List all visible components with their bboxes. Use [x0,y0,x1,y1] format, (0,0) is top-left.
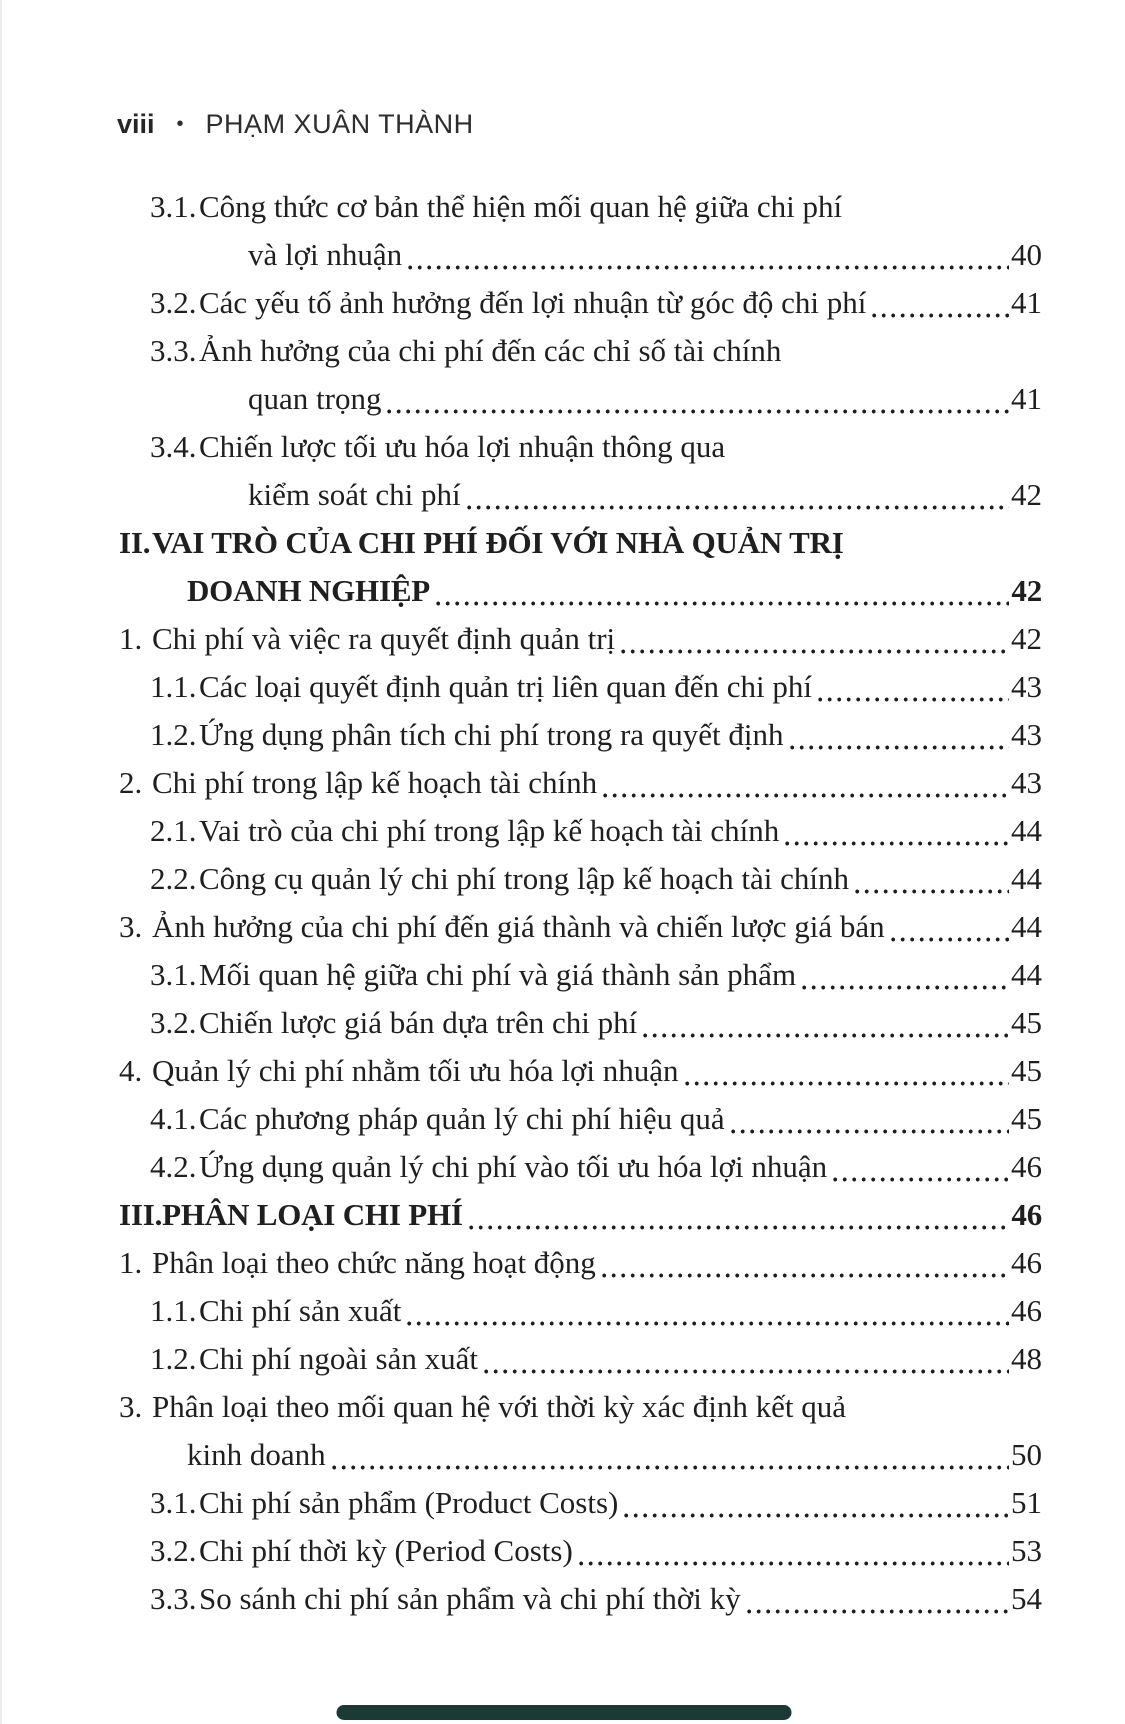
toc-page-number: 40 [1011,237,1042,272]
toc-entry-number: 2.2. [150,861,197,896]
running-head [117,106,474,142]
dotted-leader [579,1561,1009,1566]
dotted-leader [603,793,1009,798]
toc-page-number: 46 [1011,1293,1042,1328]
toc-row[interactable] [150,855,1042,903]
dotted-leader [407,1321,1009,1326]
toc-page-number: 42 [1011,573,1042,608]
toc-entry-number: 3.2. [150,285,197,320]
dotted-leader [731,1129,1009,1134]
toc-row[interactable] [119,615,1042,663]
toc-entry-title: Chiến lược giá bán dựa trên chi phí [199,1005,638,1040]
toc-page-number: 50 [1011,1437,1042,1472]
toc-row[interactable] [119,1383,1042,1431]
home-indicator[interactable] [336,1705,791,1720]
dotted-leader [332,1465,1009,1470]
toc-entry-title: VAI TRÒ CỦA CHI PHÍ ĐỐI VỚI NHÀ QUẢN TRỊ [152,525,844,560]
toc-entry-title: kiểm soát chi phí [248,477,461,512]
toc-entry-title: Chiến lược tối ưu hóa lợi nhuận thông qua [199,429,726,464]
toc-entry-title: Phân loại theo mối quan hệ với thời kỳ xác định kết quả [152,1389,846,1424]
toc-entry-number: 3.3. [150,333,197,368]
toc-row[interactable] [117,231,1042,279]
toc-entry-number: 3.4. [150,429,197,464]
toc-entry-title: Công thức cơ bản thể hiện mối quan hệ giữa chi phí [199,189,843,224]
toc-entry-title: Chi phí sản xuất [199,1293,402,1328]
toc-row[interactable] [119,903,1042,951]
toc-page-number: 41 [1011,285,1042,320]
toc-page-number: 44 [1011,861,1042,896]
toc-entry-number: 3.2. [150,1533,197,1568]
dotted-leader [387,409,1009,414]
toc-entry-number: 4.2. [150,1149,197,1184]
toc-entry-title: và lợi nhuận [248,237,403,272]
dotted-leader [891,937,1009,942]
toc-entry-title: Công cụ quản lý chi phí trong lập kế hoạch tài chính [199,861,849,896]
toc-entry-number: 4.1. [150,1101,197,1136]
toc-page-number: 51 [1011,1485,1042,1520]
toc-entry-number: 1.2. [150,1341,197,1376]
toc-entry-title: Chi phí và việc ra quyết định quản trị [152,621,616,656]
toc-row[interactable] [150,711,1042,759]
toc-row[interactable] [150,1095,1042,1143]
toc-entry-title: Vai trò của chi phí trong lập kế hoạch tài chính [199,813,780,848]
toc-row[interactable] [150,327,1042,375]
toc-entry-title: Ứng dụng quản lý chi phí vào tối ưu hóa lợi nhuận [199,1149,828,1184]
page-folio: viii [117,109,155,139]
toc-entry-title: Ứng dụng phân tích chi phí trong ra quyết định [199,717,784,752]
toc-entry-title: Các yếu tố ảnh hưởng đến lợi nhuận từ góc độ chi phí [199,285,867,320]
bullet-separator-icon: • [176,113,184,135]
toc-entry-number: 3.3. [150,1581,197,1616]
toc-page-number: 44 [1011,957,1042,992]
toc-row[interactable] [150,999,1042,1047]
toc-entry-title: quan trọng [248,381,382,416]
toc-entry-title: kinh doanh [187,1437,326,1472]
toc-page-number: 45 [1011,1101,1042,1136]
dotted-leader [436,601,1009,606]
dotted-leader [408,265,1009,270]
toc-row[interactable] [119,1047,1042,1095]
toc-page-number: 43 [1011,765,1042,800]
toc-entry-title: PHÂN LOẠI CHI PHÍ [162,1197,463,1232]
toc-page-number: 41 [1011,381,1042,416]
toc-row[interactable] [119,1191,1042,1239]
dotted-leader [624,1513,1009,1518]
toc-page-number: 54 [1011,1581,1042,1616]
toc-entry-title: Phân loại theo chức năng hoạt động [152,1245,596,1280]
toc-entry-number: 3.2. [150,1005,197,1040]
toc-entry-number: 1.1. [150,669,197,704]
toc-entry-title: Chi phí ngoài sản xuất [199,1341,478,1376]
toc-entry-number: 1.2. [150,717,197,752]
toc-entry-title: DOANH NGHIỆP [187,573,431,608]
toc-page-number: 44 [1011,813,1042,848]
toc-row[interactable] [117,375,1042,423]
toc-row[interactable] [150,183,1042,231]
table-of-contents [117,183,1042,1623]
toc-entry-title: Chi phí sản phẩm (Product Costs) [199,1485,619,1520]
toc-entry-number: 3.1. [150,957,197,992]
toc-page-number: 45 [1011,1005,1042,1040]
toc-row[interactable] [150,279,1042,327]
toc-row[interactable] [150,423,1042,471]
dotted-leader [621,649,1009,654]
toc-entry-number: II. [119,525,151,560]
toc-entry-number: 3. [119,909,143,944]
toc-entry-title: Các phương pháp quản lý chi phí hiệu quả [199,1101,725,1136]
dotted-leader [484,1369,1009,1374]
toc-entry-title: Quản lý chi phí nhằm tối ưu hóa lợi nhuận [152,1053,679,1088]
toc-row[interactable] [150,807,1042,855]
toc-page-number: 42 [1011,621,1042,656]
dotted-leader [467,505,1009,510]
dotted-leader [872,313,1009,318]
dotted-leader [785,841,1009,846]
toc-entry-title: Các loại quyết định quản trị liên quan đến chi phí [199,669,812,704]
toc-page-number: 46 [1011,1149,1042,1184]
toc-row[interactable] [150,663,1042,711]
toc-entry-title: So sánh chi phí sản phẩm và chi phí thời kỳ [199,1581,741,1616]
toc-row[interactable] [150,951,1042,999]
toc-entry-number: 3. [119,1389,143,1424]
toc-page-number: 48 [1011,1341,1042,1376]
toc-page-number: 44 [1011,909,1042,944]
dotted-leader [747,1609,1009,1614]
toc-entry-title: Ảnh hưởng của chi phí đến giá thành và chiến lược giá bán [152,909,885,944]
toc-entry-title: Chi phí thời kỳ (Period Costs) [199,1533,573,1568]
toc-page-number: 42 [1011,477,1042,512]
toc-entry-number: III. [119,1197,163,1232]
toc-row[interactable] [119,519,1042,567]
toc-page-number: 53 [1011,1533,1042,1568]
toc-page-number: 46 [1011,1245,1042,1280]
toc-entry-number: 3.1. [150,1485,197,1520]
toc-page-number: 45 [1011,1053,1042,1088]
toc-entry-title: Ảnh hưởng của chi phí đến các chỉ số tài chính [199,333,782,368]
dotted-leader [802,985,1009,990]
dotted-leader [855,889,1009,894]
dotted-leader [818,697,1009,702]
toc-row[interactable] [150,1575,1042,1623]
toc-entry-number: 3.1. [150,189,197,224]
dotted-leader [833,1177,1009,1182]
dotted-leader [469,1225,1010,1230]
toc-page-number: 43 [1011,717,1042,752]
toc-row[interactable] [119,1239,1042,1287]
toc-row[interactable] [150,1143,1042,1191]
toc-row[interactable] [150,1527,1042,1575]
toc-entry-number: 1.1. [150,1293,197,1328]
toc-page-number: 43 [1011,669,1042,704]
toc-row[interactable] [150,1287,1042,1335]
toc-entry-number: 1. [119,621,143,656]
toc-row[interactable] [117,567,1042,615]
toc-entry-number: 2. [119,765,143,800]
toc-entry-title: Mối quan hệ giữa chi phí và giá thành sản phẩm [199,957,797,992]
dotted-leader [643,1033,1009,1038]
toc-row[interactable] [150,1479,1042,1527]
toc-row[interactable] [119,759,1042,807]
toc-entry-number: 1. [119,1245,143,1280]
author-name: PHẠM XUÂN THÀNH [205,109,474,139]
toc-row[interactable] [117,471,1042,519]
dotted-leader [685,1081,1009,1086]
toc-row[interactable] [117,1431,1042,1479]
toc-entry-number: 4. [119,1053,143,1088]
toc-entry-title: Chi phí trong lập kế hoạch tài chính [152,765,598,800]
toc-page-number: 46 [1011,1197,1042,1232]
toc-row[interactable] [150,1335,1042,1383]
toc-entry-number: 2.1. [150,813,197,848]
dotted-leader [790,745,1009,750]
dotted-leader [602,1273,1009,1278]
